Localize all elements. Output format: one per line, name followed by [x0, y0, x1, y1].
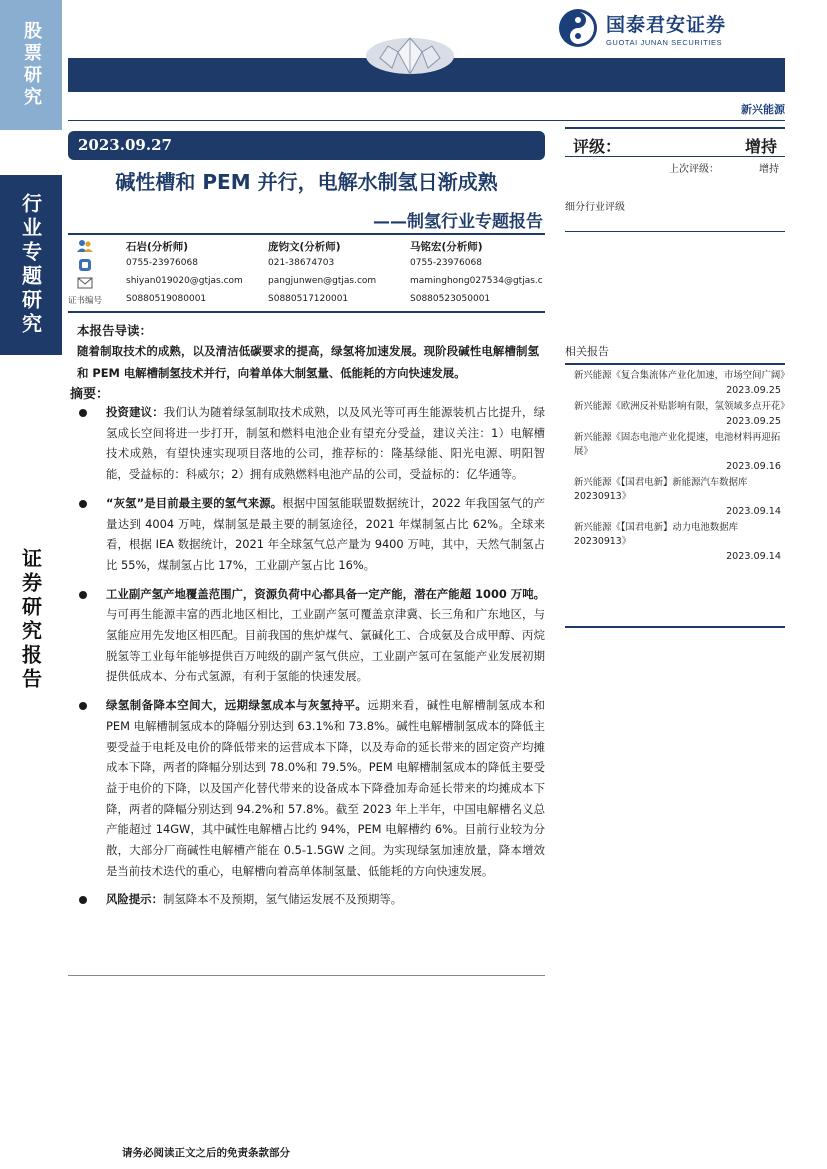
analyst-cert: S0880517120001 — [268, 294, 349, 304]
analyst-phone-row — [68, 258, 545, 274]
banner-emblem-icon — [360, 30, 460, 78]
summary-item — [70, 695, 545, 881]
related-report-title: 新兴能源《欧洲反补贴影响有限，氢领域多点开花》 — [574, 401, 790, 412]
related-report-title: 新兴能源《【国君电新】动力电池数据库 20230913》 — [574, 522, 739, 547]
report-title: 碱性槽和 PEM 并行，电解水制氢日渐成熟 — [115, 170, 498, 194]
related-report-item[interactable] — [565, 431, 785, 472]
related-report-title: 新兴能源《复合集流体产业化加速，市场空间广阔》 — [574, 370, 790, 381]
phone-icon — [76, 258, 94, 272]
rating-box — [565, 127, 785, 175]
summary-list — [70, 402, 545, 918]
rating-value: 增持 — [744, 137, 777, 156]
previous-rating-value: 增持 — [759, 164, 779, 175]
bullet-icon — [79, 896, 87, 904]
related-report-item[interactable] — [565, 521, 785, 562]
brand-name-cn: 国泰君安证券 — [606, 13, 727, 36]
divider — [565, 626, 785, 628]
summary-item-lead: 投资建议： — [106, 405, 164, 419]
report-subtitle: ——制氢行业专题报告 — [373, 212, 543, 232]
analyst-email: shiyan019020@gtjas.com — [126, 276, 243, 286]
analyst-name-row — [68, 239, 545, 255]
analyst-name: 石岩(分析师) — [126, 241, 189, 253]
summary-item-lead: 风险提示： — [106, 892, 163, 907]
rating-label: 评级： — [573, 137, 622, 156]
summary-item-lead: 绿氢制备降本空间大，远期绿氢成本与灰氢持平。 — [106, 698, 368, 713]
divider — [68, 120, 785, 121]
side-tab-label: 股票研究 — [21, 21, 42, 109]
brand-name-en: GUOTAI JUNAN SECURITIES — [606, 37, 723, 47]
related-report-title: 新兴能源《【国君电新】新能源汽车数据库 20230913》 — [574, 477, 748, 502]
sector-tag: 新兴能源 — [741, 103, 785, 116]
side-tab-industry-research — [0, 175, 62, 355]
summary-item-text: 我们认为随着绿氢制取技术成熟，以及风光等可再生能源装机占比提升，绿氢成长空间将进一步打开，制氢和燃料电池企业有望充分受益，建议关注：1）电解槽技术成熟，有望快速实现项目落地的公司，推荐标的：隆基绿能、阳光电源、明阳智能，受益标的：科威尔；2）拥有成熟燃料电池产品的公司，受益标的：亿华通等。 — [106, 405, 545, 482]
analyst-phone: 0755-23976068 — [126, 258, 198, 268]
analyst-cert: S0880523050001 — [410, 294, 491, 304]
side-tab-stock-research — [0, 0, 62, 130]
lead-body: 随着制取技术的成熟，以及清洁低碳要求的提高，绿氢将加速发展。现阶段碱性电解槽制氢和 PEM 电解槽制氢技术并行，向着单体大制氢量、低能耗的方向快速发展。 — [77, 344, 539, 380]
divider — [565, 231, 785, 232]
analyst-cert-row — [68, 294, 545, 310]
side-tab-securities-report — [0, 545, 62, 695]
summary-item — [70, 402, 545, 485]
disclaimer-footer: 请务必阅读正文之后的免责条款部分 — [122, 1147, 290, 1159]
summary-item-text: 远期来看，碱性电解槽制氢成本和 PEM 电解槽制氢成本的降幅分别达到 63.1%和 73.8%。碱性电解槽制氢成本的降低主要受益于电耗及电价的降低带来的运营成本下降，以及寿命的延长带来的固定资产均摊成本下降，两者的降幅分别达到 78.0%和 79.5%。PEM 电解槽制氢成本的降低主要受益于电价的下降，以及国产化替代带来的设备成本下降叠加寿命延长带来的均摊成本下降，两者的降幅分别达到 94.2%和 57.8%。截至 2023 年上半年，中国电解槽名义总产能超过 14GW，其中碱性电解槽占比约 94%，PEM 电解槽约 6%。目前行业较为分散，大部分厂商碱性电解槽产能在 0.5-1.5GW 之间。为实现绿氢加速放量，降本增效是当前技术迭代的重心，电解槽向着高单体制氢量、低能耗的方向快速发展。 — [106, 698, 545, 878]
related-reports — [565, 343, 790, 562]
summary-item-lead: 工业副产氢产地覆盖范围广，资源负荷中心都具备一定产能，潜在产能超 1000 万吨。 — [106, 586, 545, 601]
bullet-icon — [79, 702, 87, 710]
related-report-date: 2023.09.14 — [726, 551, 781, 562]
mail-icon — [76, 276, 94, 290]
related-reports-heading: 相关报告 — [565, 343, 785, 365]
analyst-name: 庞钧文(分析师) — [268, 241, 341, 253]
analyst-email-row — [68, 276, 545, 292]
summary-item-text: 制氢降本不及预期，氢气储运发展不及预期等。 — [162, 892, 403, 907]
report-date: 2023.09.27 — [78, 136, 172, 154]
side-tab-label: 证券研究报告 — [18, 548, 43, 692]
analyst-name: 马铭宏(分析师) — [410, 241, 483, 253]
previous-rating-label: 上次评级： — [669, 164, 719, 175]
analyst-email: pangjunwen@gtjas.com — [268, 276, 377, 286]
date-bar — [68, 131, 545, 160]
bullet-icon — [79, 591, 87, 599]
summary-item-text: 与可再生能源丰富的西北地区相比，工业副产氢可覆盖京津冀、长三角和广东地区，与氢能应用先发地区相匹配。目前我国的焦炉煤气、氯碱化工、合成氨及合成甲醇、丙烷脱氢等工业每年能够提供百万吨级的副产氢气供应，工业副产氢可在氢能产业发展初期提供低成本、分布式氢源，有利于氢能的快速发展。 — [106, 607, 545, 684]
side-tab-label: 行业专题研究 — [18, 193, 43, 337]
related-report-date: 2023.09.25 — [726, 416, 781, 427]
cert-label: 证书编号 — [68, 296, 103, 306]
divider — [68, 975, 545, 976]
bullet-icon — [79, 409, 87, 417]
summary-heading: 摘要： — [70, 387, 110, 402]
divider — [68, 311, 545, 313]
bullet-icon — [79, 500, 87, 508]
analyst-cert: S0880519080001 — [126, 294, 207, 304]
lead-heading: 本报告导读： — [77, 323, 153, 338]
analyst-email: maminghong027534@gtjas.c — [410, 276, 543, 286]
logo-icon — [558, 8, 598, 48]
sub-industry-rating-label: 细分行业评级 — [565, 202, 625, 213]
summary-item — [70, 584, 545, 688]
divider — [68, 233, 545, 235]
related-report-item[interactable] — [565, 369, 790, 396]
people-icon — [76, 239, 94, 253]
previous-rating-row — [565, 157, 785, 175]
related-report-item[interactable] — [565, 476, 785, 517]
related-report-item[interactable] — [565, 400, 790, 427]
related-report-date: 2023.09.16 — [726, 461, 781, 472]
rating-row — [565, 127, 785, 157]
related-report-date: 2023.09.14 — [726, 506, 781, 517]
analyst-phone: 021-38674703 — [268, 258, 335, 268]
summary-item-lead: “灰氢”是目前最主要的氢气来源。 — [106, 495, 283, 510]
related-report-title: 新兴能源《固态电池产业化提速，电池材料再迎拓展》 — [574, 432, 781, 457]
related-report-date: 2023.09.25 — [726, 385, 781, 396]
analyst-phone: 0755-23976068 — [410, 258, 482, 268]
summary-item — [70, 493, 545, 576]
summary-item — [70, 889, 545, 910]
brand-logo — [558, 8, 726, 48]
summary-item-text: 根据中国氢能联盟数据统计，2022 年我国氢气的产量达到 4004 万吨，煤制氢是最主要的制氢途径，2021 年煤制氢占比 62%。全球来看，根据 IEA 数据统计，2021 年全球氢气总产量为 9400 万吨，其中，天然气制氢占比 55%，煤制氢占比 17%，工业副产氢占比 16%。 — [106, 495, 545, 572]
